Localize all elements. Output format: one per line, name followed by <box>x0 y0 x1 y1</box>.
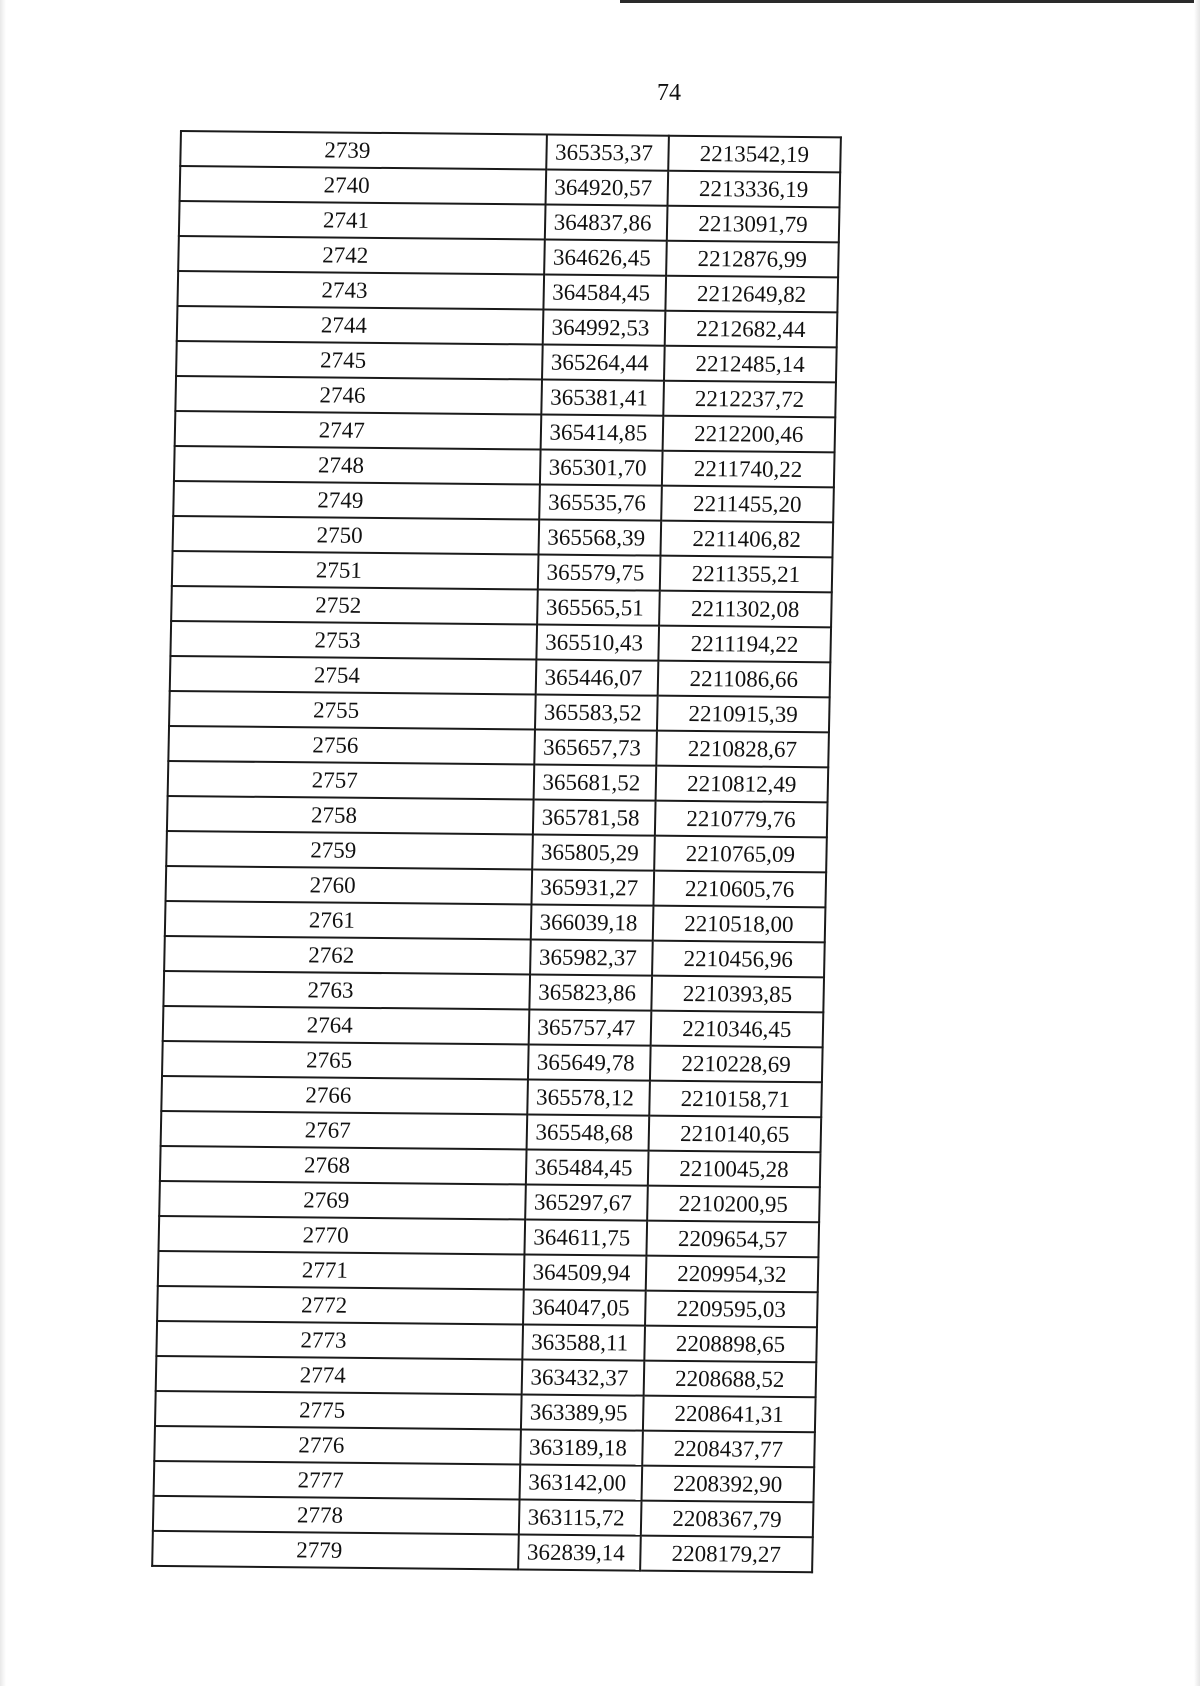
y-coordinate-cell: 2210765,09 <box>654 836 827 873</box>
x-coordinate-cell: 365301,70 <box>539 450 662 486</box>
y-coordinate-cell: 2213542,19 <box>668 136 841 173</box>
y-coordinate-cell: 2210346,45 <box>650 1011 823 1048</box>
point-number-cell: 2741 <box>179 201 545 240</box>
point-number-cell: 2748 <box>174 446 540 485</box>
x-coordinate-cell: 365982,37 <box>530 939 653 975</box>
y-coordinate-cell: 2212876,99 <box>666 241 839 278</box>
x-coordinate-cell: 363189,18 <box>520 1429 643 1465</box>
y-coordinate-cell: 2212682,44 <box>664 311 837 348</box>
x-coordinate-cell: 363432,37 <box>521 1359 644 1395</box>
point-number-cell: 2762 <box>164 936 530 975</box>
x-coordinate-cell: 362839,14 <box>518 1534 641 1570</box>
point-number-cell: 2757 <box>168 761 534 800</box>
x-coordinate-cell: 365931,27 <box>531 869 654 905</box>
page-number: 74 <box>657 80 681 106</box>
y-coordinate-cell: 2209595,03 <box>645 1291 818 1328</box>
point-number-cell: 2777 <box>154 1461 520 1500</box>
x-coordinate-cell: 365579,75 <box>537 554 660 590</box>
point-number-cell: 2747 <box>175 411 541 450</box>
point-number-cell: 2776 <box>154 1426 520 1465</box>
x-coordinate-cell: 365568,39 <box>538 520 661 556</box>
y-coordinate-cell: 2210158,71 <box>649 1081 822 1118</box>
point-number-cell: 2766 <box>161 1076 527 1115</box>
x-coordinate-cell: 365414,85 <box>540 415 663 451</box>
y-coordinate-cell: 2210518,00 <box>652 906 825 943</box>
x-coordinate-cell: 364626,45 <box>544 240 667 276</box>
x-coordinate-cell: 365757,47 <box>528 1009 651 1045</box>
x-coordinate-cell: 365565,51 <box>537 589 660 625</box>
y-coordinate-cell: 2213091,79 <box>667 206 840 243</box>
point-number-cell: 2761 <box>165 901 531 940</box>
point-number-cell: 2754 <box>170 656 536 695</box>
y-coordinate-cell: 2208437,77 <box>642 1431 815 1468</box>
coordinates-table-body <box>152 131 841 1572</box>
x-coordinate-cell: 365823,86 <box>529 974 652 1010</box>
point-number-cell: 2756 <box>168 726 534 765</box>
y-coordinate-cell: 2210393,85 <box>651 976 824 1013</box>
y-coordinate-cell: 2211355,21 <box>660 556 833 593</box>
point-number-cell: 2750 <box>173 516 539 555</box>
x-coordinate-cell: 364837,86 <box>544 205 667 241</box>
point-number-cell: 2769 <box>159 1181 525 1220</box>
point-number-cell: 2779 <box>152 1531 518 1570</box>
y-coordinate-cell: 2213336,19 <box>667 171 840 208</box>
y-coordinate-cell: 2208688,52 <box>643 1361 816 1398</box>
y-coordinate-cell: 2208641,31 <box>643 1396 816 1433</box>
point-number-cell: 2744 <box>177 306 543 345</box>
point-number-cell: 2753 <box>170 621 536 660</box>
y-coordinate-cell: 2210779,76 <box>655 801 828 838</box>
x-coordinate-cell: 365781,58 <box>532 799 655 835</box>
point-number-cell: 2772 <box>157 1286 523 1325</box>
y-coordinate-cell: 2212237,72 <box>663 381 836 418</box>
point-number-cell: 2752 <box>171 586 537 625</box>
point-number-cell: 2778 <box>153 1496 519 1535</box>
x-coordinate-cell: 365353,37 <box>546 135 669 171</box>
x-coordinate-cell: 364992,53 <box>542 310 665 346</box>
x-coordinate-cell: 365578,12 <box>527 1079 650 1115</box>
y-coordinate-cell: 2210200,95 <box>647 1186 820 1223</box>
x-coordinate-cell: 365446,07 <box>535 659 658 695</box>
x-coordinate-cell: 364584,45 <box>543 275 666 311</box>
y-coordinate-cell: 2211086,66 <box>657 661 830 698</box>
y-coordinate-cell: 2208179,27 <box>640 1536 813 1573</box>
point-number-cell: 2763 <box>163 971 529 1010</box>
x-coordinate-cell: 365264,44 <box>542 345 665 381</box>
point-number-cell: 2746 <box>175 376 541 415</box>
point-number-cell: 2768 <box>160 1146 526 1185</box>
y-coordinate-cell: 2208392,90 <box>641 1466 814 1503</box>
x-coordinate-cell: 363142,00 <box>519 1464 642 1500</box>
x-coordinate-cell: 363115,72 <box>518 1499 641 1535</box>
coordinates-table <box>151 130 842 1573</box>
x-coordinate-cell: 365805,29 <box>532 834 655 870</box>
point-number-cell: 2775 <box>155 1391 521 1430</box>
scan-right-edge <box>1194 0 1200 1686</box>
y-coordinate-cell: 2212200,46 <box>662 416 835 453</box>
x-coordinate-cell: 365583,52 <box>535 694 658 730</box>
point-number-cell: 2760 <box>166 866 532 905</box>
y-coordinate-cell: 2208898,65 <box>644 1326 817 1363</box>
point-number-cell: 2771 <box>158 1251 524 1290</box>
x-coordinate-cell: 365649,78 <box>528 1044 651 1080</box>
x-coordinate-cell: 366039,18 <box>530 904 653 940</box>
x-coordinate-cell: 364509,94 <box>523 1254 646 1290</box>
point-number-cell: 2758 <box>167 796 533 835</box>
x-coordinate-cell: 364920,57 <box>545 170 668 206</box>
y-coordinate-cell: 2209954,32 <box>645 1256 818 1293</box>
y-coordinate-cell: 2211455,20 <box>661 486 834 523</box>
y-coordinate-cell: 2212649,82 <box>665 276 838 313</box>
point-number-cell: 2773 <box>156 1321 522 1360</box>
y-coordinate-cell: 2210456,96 <box>652 941 825 978</box>
point-number-cell: 2751 <box>172 551 538 590</box>
point-number-cell: 2742 <box>178 236 544 275</box>
x-coordinate-cell: 365297,67 <box>525 1184 648 1220</box>
point-number-cell: 2767 <box>161 1111 527 1150</box>
y-coordinate-cell: 2211406,82 <box>660 521 833 558</box>
x-coordinate-cell: 363588,11 <box>522 1324 645 1360</box>
y-coordinate-cell: 2208367,79 <box>641 1501 814 1538</box>
point-number-cell: 2745 <box>176 341 542 380</box>
y-coordinate-cell: 2211740,22 <box>662 451 835 488</box>
point-number-cell: 2755 <box>169 691 535 730</box>
point-number-cell: 2740 <box>180 166 546 205</box>
point-number-cell: 2759 <box>166 831 532 870</box>
y-coordinate-cell: 2210045,28 <box>648 1151 821 1188</box>
y-coordinate-cell: 2210828,67 <box>656 731 829 768</box>
x-coordinate-cell: 365535,76 <box>539 485 662 521</box>
point-number-cell: 2749 <box>173 481 539 520</box>
table-row <box>152 1531 813 1572</box>
x-coordinate-cell: 365548,68 <box>526 1114 649 1150</box>
y-coordinate-cell: 2211194,22 <box>658 626 831 663</box>
x-coordinate-cell: 365381,41 <box>541 380 664 416</box>
x-coordinate-cell: 365681,52 <box>533 764 656 800</box>
point-number-cell: 2765 <box>162 1041 528 1080</box>
x-coordinate-cell: 365484,45 <box>525 1149 648 1185</box>
x-coordinate-cell: 364611,75 <box>524 1219 647 1255</box>
y-coordinate-cell: 2210228,69 <box>650 1046 823 1083</box>
y-coordinate-cell: 2210605,76 <box>653 871 826 908</box>
x-coordinate-cell: 365510,43 <box>536 624 659 660</box>
scan-left-edge <box>0 0 6 1686</box>
x-coordinate-cell: 364047,05 <box>523 1289 646 1325</box>
y-coordinate-cell: 2210915,39 <box>657 696 830 733</box>
scan-top-edge-line <box>620 0 1200 3</box>
point-number-cell: 2770 <box>159 1216 525 1255</box>
point-number-cell: 2774 <box>156 1356 522 1395</box>
y-coordinate-cell: 2210140,65 <box>648 1116 821 1153</box>
y-coordinate-cell: 2211302,08 <box>659 591 832 628</box>
x-coordinate-cell: 365657,73 <box>534 729 657 765</box>
y-coordinate-cell: 2212485,14 <box>664 346 837 383</box>
x-coordinate-cell: 363389,95 <box>520 1394 643 1430</box>
point-number-cell: 2743 <box>177 271 543 310</box>
point-number-cell: 2739 <box>180 131 546 170</box>
y-coordinate-cell: 2209654,57 <box>646 1221 819 1258</box>
y-coordinate-cell: 2210812,49 <box>655 766 828 803</box>
point-number-cell: 2764 <box>163 1006 529 1045</box>
